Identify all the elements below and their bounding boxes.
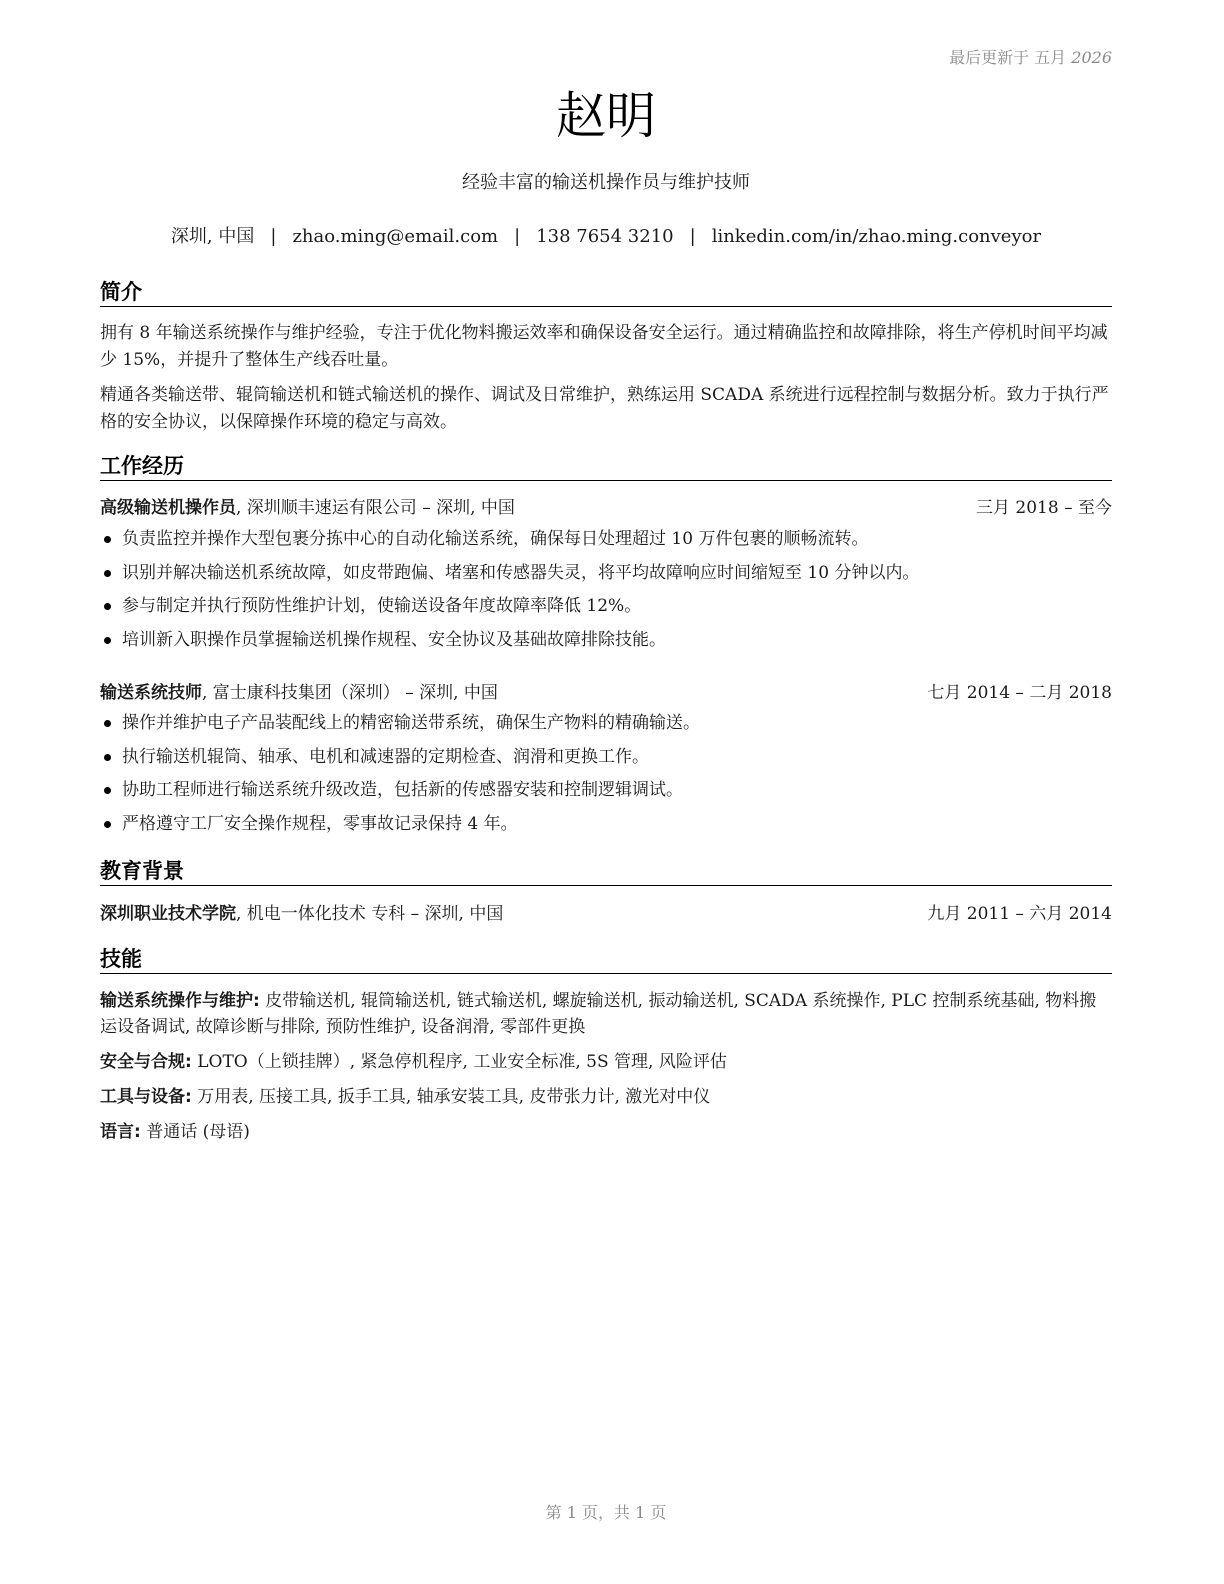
job-title: 输送系统技师 xyxy=(100,683,202,703)
bullet-icon xyxy=(104,787,111,794)
education-entry xyxy=(100,901,1112,927)
skill-value: 普通话 (母语) xyxy=(140,1122,250,1142)
job-company: , 富士康科技集团（深圳） – 深圳, 中国 xyxy=(202,683,498,703)
skill-group xyxy=(100,988,1112,1040)
contact-separator: | xyxy=(270,226,277,247)
section-heading-skills: 技能 xyxy=(100,945,1112,974)
list-item xyxy=(100,811,1112,837)
summary-paragraph: 拥有 8 年输送系统操作与维护经验，专注于优化物料搬运效率和确保设备安全运行。通过精确监控和故障排除，将生产停机时间平均减少 15%，并提升了整体生产线吞吐量。 xyxy=(100,323,1108,370)
skill-label: 语言: xyxy=(100,1122,141,1142)
skill-value: 皮带输送机, 辊筒输送机, 链式输送机, 螺旋输送机, 振动输送机, SCADA 系统操作, PLC 控制系统基础, 物料搬运设备调试, 故障诊断与排除, 预防性维护, 设备润滑, 零部件更换 xyxy=(100,991,1097,1037)
job-date: 三月 2018 – 至今 xyxy=(976,498,1112,518)
list-item xyxy=(100,710,1112,736)
last-updated-month: 五月 xyxy=(1034,48,1067,67)
skill-label: 安全与合规: xyxy=(100,1052,192,1072)
skill-label: 输送系统操作与维护: xyxy=(100,991,260,1011)
school-name: 深圳职业技术学院 xyxy=(100,904,236,924)
bullet-icon xyxy=(104,720,111,727)
bullet-text: 协助工程师进行输送系统升级改造，包括新的传感器安装和控制逻辑调试。 xyxy=(122,780,683,800)
list-item xyxy=(100,593,1112,619)
section-heading-education: 教育背景 xyxy=(100,857,1112,886)
bullet-text: 执行输送机辊筒、轴承、电机和减速器的定期检查、润滑和更换工作。 xyxy=(122,746,649,767)
bullet-text: 严格遵守工厂安全操作规程，零事故记录保持 4 年。 xyxy=(122,813,518,834)
contact-linkedin[interactable]: linkedin.com/in/zhao.ming.conveyor xyxy=(711,226,1042,247)
bullet-text: 培训新入职操作员掌握输送机操作规程、安全协议及基础故障排除技能。 xyxy=(122,629,666,650)
section-heading-experience: 工作经历 xyxy=(100,452,1112,481)
contact-phone: 138 7654 3210 xyxy=(536,226,674,247)
skill-value: LOTO（上锁挂牌）, 紧急停机程序, 工业安全标准, 5S 管理, 风险评估 xyxy=(191,1052,727,1072)
job-bullets xyxy=(100,710,1112,844)
job-header xyxy=(100,495,1112,521)
list-item xyxy=(100,526,1112,552)
last-updated-prefix: 最后更新于 xyxy=(949,48,1030,67)
job-bullets xyxy=(100,526,1112,660)
skill-group xyxy=(100,1119,1112,1145)
job-company: , 深圳顺丰速运有限公司 – 深圳, 中国 xyxy=(236,498,515,518)
bullet-icon xyxy=(104,821,111,828)
bullet-text: 负责监控并操作大型包裹分拣中心的自动化输送系统，确保每日处理超过 10 万件包裹的顺畅流转。 xyxy=(122,529,869,549)
page-number-footer: 第 1 页，共 1 页 xyxy=(545,1503,667,1522)
bullet-icon xyxy=(104,570,111,577)
summary-paragraph: 精通各类输送带、辊筒输送机和链式输送机的操作、调试及日常维护，熟练运用 SCADA 系统进行远程控制与数据分析。致力于执行严格的安全协议，以保障操作环境的稳定与高效。 xyxy=(100,385,1109,432)
skill-group xyxy=(100,1049,1112,1075)
contact-separator: | xyxy=(514,226,521,247)
education-degree: , 机电一体化技术 专科 – 深圳, 中国 xyxy=(236,904,504,924)
resume-page xyxy=(100,0,1112,1584)
bullet-icon xyxy=(104,603,111,610)
last-updated-year: 2026 xyxy=(1071,48,1112,67)
list-item xyxy=(100,560,1112,586)
contact-separator: | xyxy=(689,226,696,247)
contact-location: 深圳, 中国 xyxy=(170,226,255,247)
list-item xyxy=(100,777,1112,803)
job-title: 高级输送机操作员 xyxy=(100,498,236,518)
person-name: 赵明 xyxy=(556,87,656,145)
contact-email[interactable]: zhao.ming@email.com xyxy=(292,226,499,247)
bullet-icon xyxy=(104,637,111,644)
skill-label: 工具与设备: xyxy=(100,1087,192,1107)
education-date: 九月 2011 – 六月 2014 xyxy=(927,904,1112,924)
skill-value: 万用表, 压接工具, 扳手工具, 轴承安装工具, 皮带张力计, 激光对中仪 xyxy=(191,1087,711,1107)
job-header xyxy=(100,680,1112,706)
last-updated xyxy=(949,45,1112,68)
section-heading-summary: 简介 xyxy=(100,278,1112,307)
bullet-icon xyxy=(104,754,111,761)
bullet-icon xyxy=(104,536,111,543)
list-item xyxy=(100,627,1112,653)
list-item xyxy=(100,744,1112,770)
job-date: 七月 2014 – 二月 2018 xyxy=(927,683,1112,703)
bullet-text: 参与制定并执行预防性维护计划，使输送设备年度故障率降低 12%。 xyxy=(122,596,642,616)
bullet-text: 识别并解决输送机系统故障，如皮带跑偏、堵塞和传感器失灵，将平均故障响应时间缩短至 10 分钟以内。 xyxy=(122,562,920,583)
bullet-text: 操作并维护电子产品装配线上的精密输送带系统，确保生产物料的精确输送。 xyxy=(122,713,700,733)
headline: 经验丰富的输送机操作员与维护技师 xyxy=(462,172,750,193)
skill-group xyxy=(100,1084,1112,1110)
contact-line xyxy=(100,225,1112,249)
